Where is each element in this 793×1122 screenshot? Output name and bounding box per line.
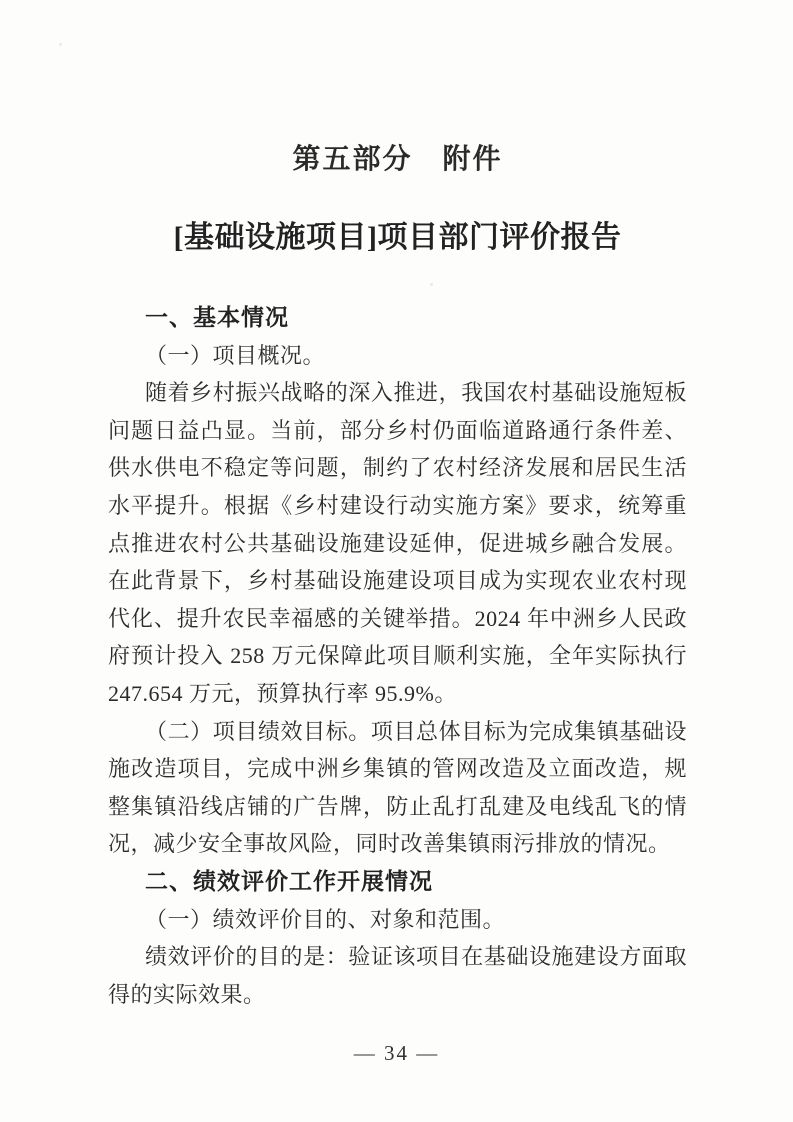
report-title: [基础设施项目]项目部门评价报告 (173, 221, 622, 254)
document-content (108, 140, 687, 1013)
part-title: 第五部分 附件 (292, 144, 503, 175)
scan-speck (430, 283, 433, 286)
section-subheading-2-1: （一）绩效评价目的、对象和范围。 (145, 906, 506, 932)
page-number: — 34 — (353, 1041, 440, 1065)
document-body (108, 299, 687, 1013)
paragraph-performance-goals: （二）项目绩效目标。项目总体目标为完成集镇基础设施改造项目，完成中洲乡集镇的管网改造及立面改造，规整集镇沿线店铺的广告牌，防止乱打乱建及电线乱飞的情况，减少安全事故风险，同时改善集镇雨污排放的情况。 (108, 718, 687, 857)
scan-speck (59, 43, 62, 46)
section-heading-2: 二、绩效评价工作开展情况 (145, 867, 433, 894)
section-subheading-1-1: （一）项目概况。 (145, 342, 326, 368)
paragraph-evaluation-purpose: 绩效评价的目的是：验证该项目在基础设施建设方面取得的实际效果。 (108, 944, 687, 1007)
section-heading-1: 一、基本情况 (145, 304, 289, 330)
paragraph-project-overview: 随着乡村振兴战略的深入推进，我国农村基础设施短板问题日益凸显。当前，部分乡村仍面临道路通行条件差、供水供电不稳定等问题，制约了农村经济发展和居民生活水平提升。根据《乡村建设行动实施方案》要求，统筹重点推进农村公共基础设施建设延伸，促进城乡融合发展。在此背景下，乡村基础设施建设项目成为实现农业农村现代化、提升农民幸福感的关键举措。2024 年中洲乡人民政府预计投入 258 万元保障此项目顺利实施，全年实际执行 247.654 万元，预算执行率 95.9%。 (108, 380, 687, 706)
